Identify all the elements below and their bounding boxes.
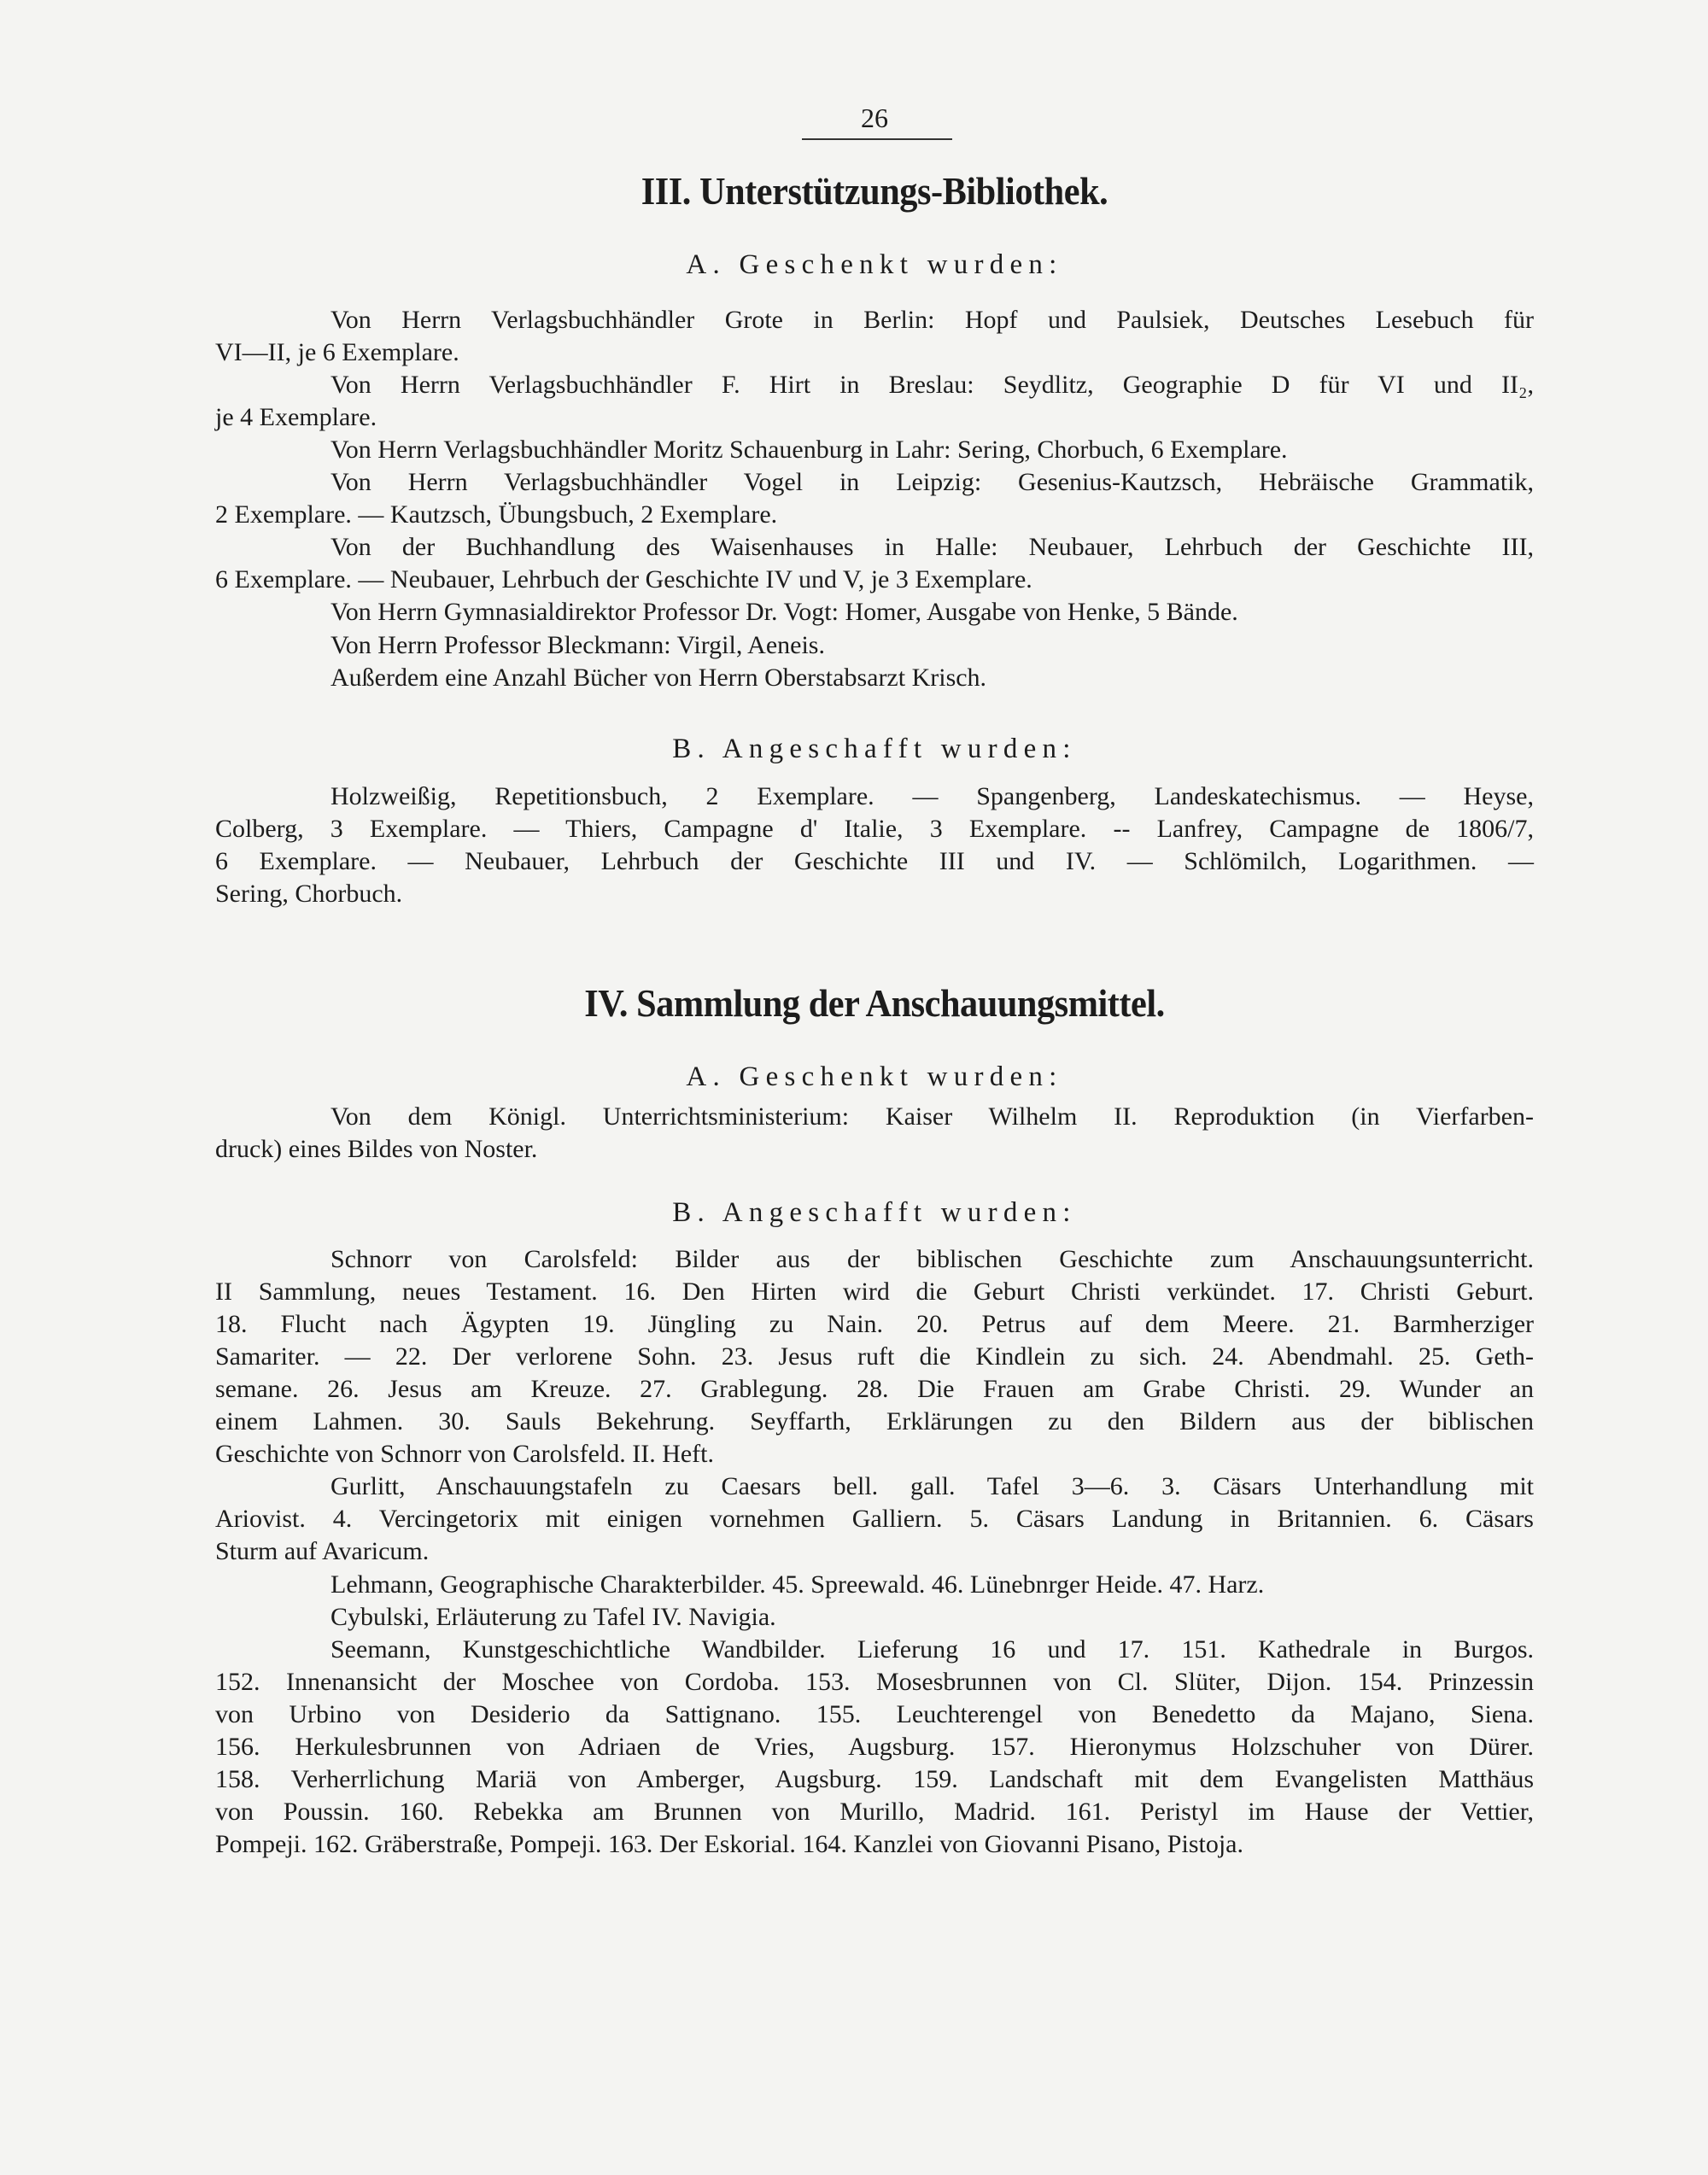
paragraph-line: Pompeji. 162. Gräberstraße, Pompeji. 163. Der Eskorial. 164. Kanzlei von Giovanni Pisano, Pistoja. bbox=[215, 1829, 1243, 1858]
subsection-heading: A. Geschenkt wurden: bbox=[686, 1061, 1063, 1092]
paragraph-line: Von Herrn Gymnasialdirektor Professor Dr. Vogt: Homer, Ausgabe von Henke, 5 Bände. bbox=[330, 598, 1238, 627]
header-rule bbox=[802, 138, 952, 140]
paragraph-line: semane. 26. Jesus am Kreuze. 27. Grablegung. 28. Die Frauen am Grabe Christi. 29. Wunder an bbox=[215, 1375, 1534, 1404]
paragraph-line: Von Herrn Professor Bleckmann: Virgil, Aeneis. bbox=[330, 630, 825, 659]
paragraph-line: Von Herrn Verlagsbuchhändler Moritz Schauenburg in Lahr: Sering, Chorbuch, 6 Exemplare. bbox=[330, 436, 1288, 465]
paragraph-line: Schnorr von Carolsfeld: Bilder aus der biblischen Geschichte zum Anschauungsunterricht. bbox=[330, 1245, 1534, 1273]
paragraph-line: Von Herrn Verlagsbuchhändler Grote in Berlin: Hopf und Paulsiek, Deutsches Lesebuch für bbox=[330, 306, 1534, 334]
paragraph-line: 18. Flucht nach Ägypten 19. Jüngling zu Nain. 20. Petrus auf dem Meere. 21. Barmherziger bbox=[215, 1310, 1534, 1339]
paragraph-line: druck) eines Bildes von Noster. bbox=[215, 1135, 538, 1164]
paragraph-line: Von Herrn Verlagsbuchhändler Vogel in Leipzig: Gesenius-Kautzsch, Hebräische Grammatik, bbox=[330, 468, 1534, 497]
paragraph-line: Seemann, Kunstgeschichtliche Wandbilder. Lieferung 16 und 17. 151. Kathedrale in Burgos. bbox=[330, 1634, 1534, 1663]
paragraph-line: VI—II, je 6 Exemplare. bbox=[215, 338, 459, 367]
page-number: 26 bbox=[861, 102, 888, 133]
paragraph-line: 152. Innenansicht der Moschee von Cordoba. 153. Mosesbrunnen von Cl. Slüter, Dijon. 154. Prinzessin bbox=[215, 1667, 1534, 1696]
paragraph-line: Lehmann, Geographische Charakterbilder. 45. Spreewald. 46. Lünebnrger Heide. 47. Harz. bbox=[330, 1570, 1265, 1599]
subsection-heading: B. Angeschafft wurden: bbox=[672, 1197, 1077, 1228]
section-heading: IV. Sammlung der Anschauungsmittel. bbox=[584, 981, 1165, 1025]
paragraph-line: Sering, Chorbuch. bbox=[215, 880, 403, 909]
paragraph-line: 2 Exemplare. — Kautzsch, Übungsbuch, 2 Exemplare. bbox=[215, 500, 778, 529]
paragraph-line: II Sammlung, neues Testament. 16. Den Hirten wird die Geburt Christi verkündet. 17. Christi Geburt. bbox=[215, 1278, 1534, 1307]
subsection-heading: A. Geschenkt wurden: bbox=[686, 249, 1063, 280]
paragraph-line: von Urbino von Desiderio da Sattignano. 155. Leuchterengel von Benedetto da Majano, Siena. bbox=[215, 1699, 1534, 1728]
paragraph-line: Colberg, 3 Exemplare. — Thiers, Campagne d' Italie, 3 Exemplare. -- Lanfrey, Campagne de 1806/7, bbox=[215, 815, 1534, 844]
paragraph-line: Von dem Königl. Unterrichtsministerium: Kaiser Wilhelm II. Reproduktion (in Vierfarben- bbox=[330, 1102, 1534, 1131]
paragraph-line: Cybulski, Erläuterung zu Tafel IV. Navigia. bbox=[330, 1602, 776, 1631]
paragraph-line: je 4 Exemplare. bbox=[215, 403, 377, 432]
paragraph-line: Ariovist. 4. Vercingetorix mit einigen vornehmen Galliern. 5. Cäsars Landung in Britannien. 6. Cäsars bbox=[215, 1505, 1534, 1534]
paragraph-line: Holzweißig, Repetitionsbuch, 2 Exemplare. — Spangenberg, Landeskatechismus. — Heyse, bbox=[330, 782, 1534, 810]
paragraph-line: Sturm auf Avaricum. bbox=[215, 1537, 430, 1566]
paragraph-line: Samariter. — 22. Der verlorene Sohn. 23. Jesus ruft die Kindlein zu sich. 24. Abendmahl. 25. Geth- bbox=[215, 1342, 1534, 1371]
paragraph-line: Von der Buchhandlung des Waisenhauses in Halle: Neubauer, Lehrbuch der Geschichte III, bbox=[330, 533, 1534, 562]
paragraph-line: Gurlitt, Anschauungstafeln zu Caesars bell. gall. Tafel 3—6. 3. Cäsars Unterhandlung mit bbox=[330, 1472, 1534, 1501]
paragraph-line: Von Herrn Verlagsbuchhändler F. Hirt in Breslau: Seydlitz, Geographie D für VI und II₂, bbox=[330, 371, 1534, 400]
paragraph-line: 156. Herkulesbrunnen von Adriaen de Vries, Augsburg. 157. Hieronymus Holzschuher von Dürer. bbox=[215, 1732, 1534, 1761]
paragraph-line: 158. Verherrlichung Mariä von Amberger, Augsburg. 159. Landschaft mit dem Evangelisten Matthäus bbox=[215, 1764, 1534, 1793]
paragraph-line: 6 Exemplare. — Neubauer, Lehrbuch der Geschichte IV und V, je 3 Exemplare. bbox=[215, 565, 1032, 594]
paragraph-line: von Poussin. 160. Rebekka am Brunnen von Murillo, Madrid. 161. Peristyl im Hause der Vettier, bbox=[215, 1797, 1534, 1826]
paragraph-line: 6 Exemplare. — Neubauer, Lehrbuch der Geschichte III und IV. — Schlömilch, Logarithmen. — bbox=[215, 847, 1534, 876]
paragraph-line: einem Lahmen. 30. Sauls Bekehrung. Seyffarth, Erklärungen zu den Bildern aus der biblischen bbox=[215, 1407, 1534, 1436]
paragraph-line: Außerdem eine Anzahl Bücher von Herrn Oberstabsarzt Krisch. bbox=[330, 663, 987, 692]
section-heading: III. Unterstützungs-Bibliothek. bbox=[640, 169, 1108, 213]
paragraph-line: Geschichte von Schnorr von Carolsfeld. II. Heft. bbox=[215, 1440, 715, 1469]
subsection-heading: B. Angeschafft wurden: bbox=[672, 734, 1077, 764]
